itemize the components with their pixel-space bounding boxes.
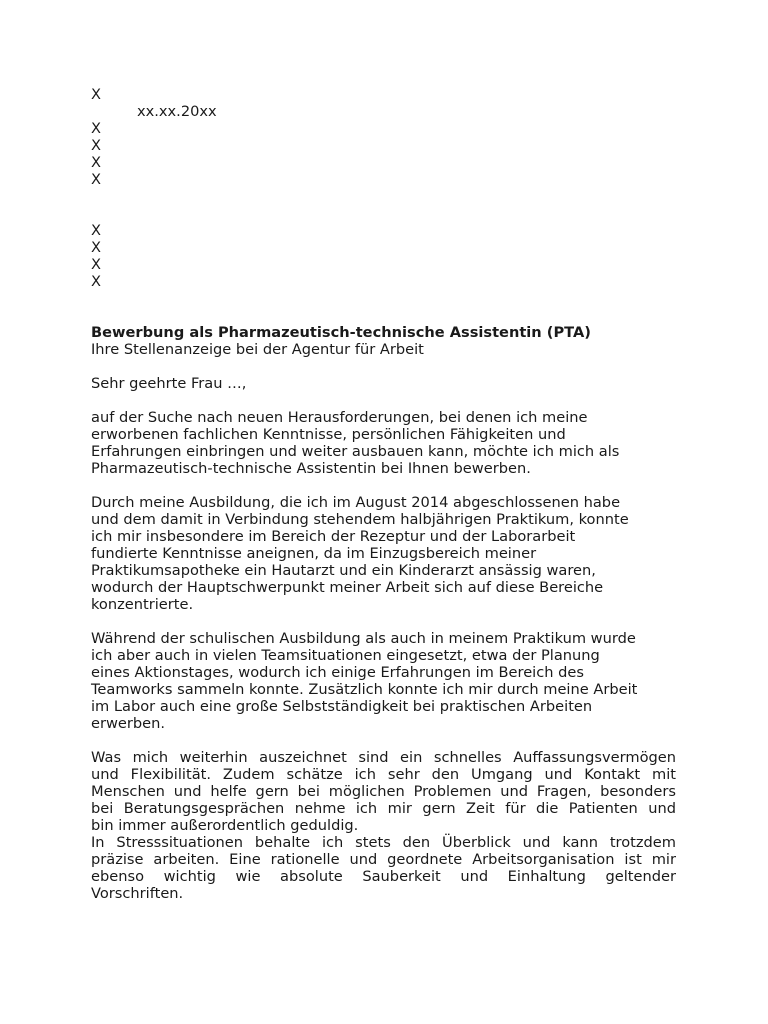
- spacer: [91, 392, 676, 409]
- paragraph-line: Erfahrungen einbringen und weiter ausbauen kann, möchte ich mich als: [91, 443, 620, 460]
- paragraph-line: Was mich weiterhin auszeichnet sind ein schnelles Auffassungsvermögen: [91, 749, 676, 766]
- body-paragraph: [91, 494, 676, 613]
- letter-date: xx.xx.20xx: [137, 103, 217, 120]
- sender-block: [91, 86, 676, 188]
- paragraph-line: ich mir insbesondere im Bereich der Rezeptur und der Laborarbeit: [91, 528, 576, 545]
- sender-line: X: [91, 171, 101, 188]
- body-paragraph: [91, 630, 676, 732]
- body-paragraph: [91, 409, 676, 477]
- spacer: [91, 188, 676, 222]
- paragraph-line: Menschen und helfe gern bei möglichen Problemen und Fragen, besonders: [91, 783, 676, 800]
- recipient-block: [91, 222, 676, 290]
- paragraph-line: präzise arbeiten. Eine rationelle und geordnete Arbeitsorganisation ist mir: [91, 851, 676, 868]
- subject-block: [91, 324, 676, 358]
- spacer: [91, 613, 676, 630]
- paragraph-line: Während der schulischen Ausbildung als auch in meinem Praktikum wurde: [91, 630, 636, 647]
- recipient-line: X: [91, 222, 101, 239]
- recipient-line: X: [91, 239, 101, 256]
- sender-line: X: [91, 154, 101, 171]
- paragraph-line: ich aber auch in vielen Teamsituationen eingesetzt, etwa der Planung: [91, 647, 600, 664]
- sender-line: X: [91, 86, 101, 103]
- paragraph-line: wodurch der Hauptschwerpunkt meiner Arbeit sich auf diese Bereiche: [91, 579, 604, 596]
- sender-line: X: [91, 137, 101, 154]
- spacer: [91, 732, 676, 749]
- paragraph-line: Teamworks sammeln konnte. Zusätzlich konnte ich mir durch meine Arbeit: [91, 681, 638, 698]
- paragraph-line: erworbenen fachlichen Kenntnisse, persönlichen Fähigkeiten und: [91, 426, 566, 443]
- spacer: [91, 477, 676, 494]
- paragraph-line: bei Beratungsgesprächen nehme ich mir gern Zeit für die Patienten und: [91, 800, 676, 817]
- spacer: [91, 290, 676, 324]
- subject-reference: Ihre Stellenanzeige bei der Agentur für Arbeit: [91, 341, 424, 358]
- spacer: [91, 358, 676, 375]
- paragraph-line: im Labor auch eine große Selbstständigkeit bei praktischen Arbeiten: [91, 698, 593, 715]
- paragraph-line: Praktikumsapotheke ein Hautarzt und ein Kinderarzt ansässig waren,: [91, 562, 596, 579]
- paragraph-line: Durch meine Ausbildung, die ich im August 2014 abgeschlossenen habe: [91, 494, 621, 511]
- recipient-line: X: [91, 256, 101, 273]
- paragraph-line: und dem damit in Verbindung stehendem halbjährigen Praktikum, konnte: [91, 511, 629, 528]
- paragraph-line: eines Aktionstages, wodurch ich einige Erfahrungen im Bereich des: [91, 664, 584, 681]
- letter-body: [91, 392, 676, 902]
- paragraph-line: In Stresssituationen behalte ich stets den Überblick und kann trotzdem: [91, 834, 676, 851]
- paragraph-line: bin immer außerordentlich geduldig.: [91, 817, 359, 834]
- salutation: Sehr geehrte Frau …,: [91, 375, 247, 392]
- subject-title: Bewerbung als Pharmazeutisch-technische Assistentin (PTA): [91, 324, 591, 341]
- paragraph-line: erwerben.: [91, 715, 166, 732]
- recipient-line: X: [91, 273, 101, 290]
- body-paragraph: [91, 749, 676, 834]
- body-paragraph: [91, 834, 676, 902]
- letter-page: [91, 86, 676, 902]
- paragraph-line: Vorschriften.: [91, 885, 184, 902]
- paragraph-line: und Flexibilität. Zudem schätze ich sehr den Umgang und Kontakt mit: [91, 766, 676, 783]
- paragraph-line: auf der Suche nach neuen Herausforderungen, bei denen ich meine: [91, 409, 588, 426]
- paragraph-line: ebenso wichtig wie absolute Sauberkeit und Einhaltung geltender: [91, 868, 676, 885]
- paragraph-line: konzentrierte.: [91, 596, 194, 613]
- paragraph-line: Pharmazeutisch-technische Assistentin bei Ihnen bewerben.: [91, 460, 531, 477]
- paragraph-line: fundierte Kenntnisse aneignen, da im Einzugsbereich meiner: [91, 545, 537, 562]
- sender-line: X: [91, 120, 101, 137]
